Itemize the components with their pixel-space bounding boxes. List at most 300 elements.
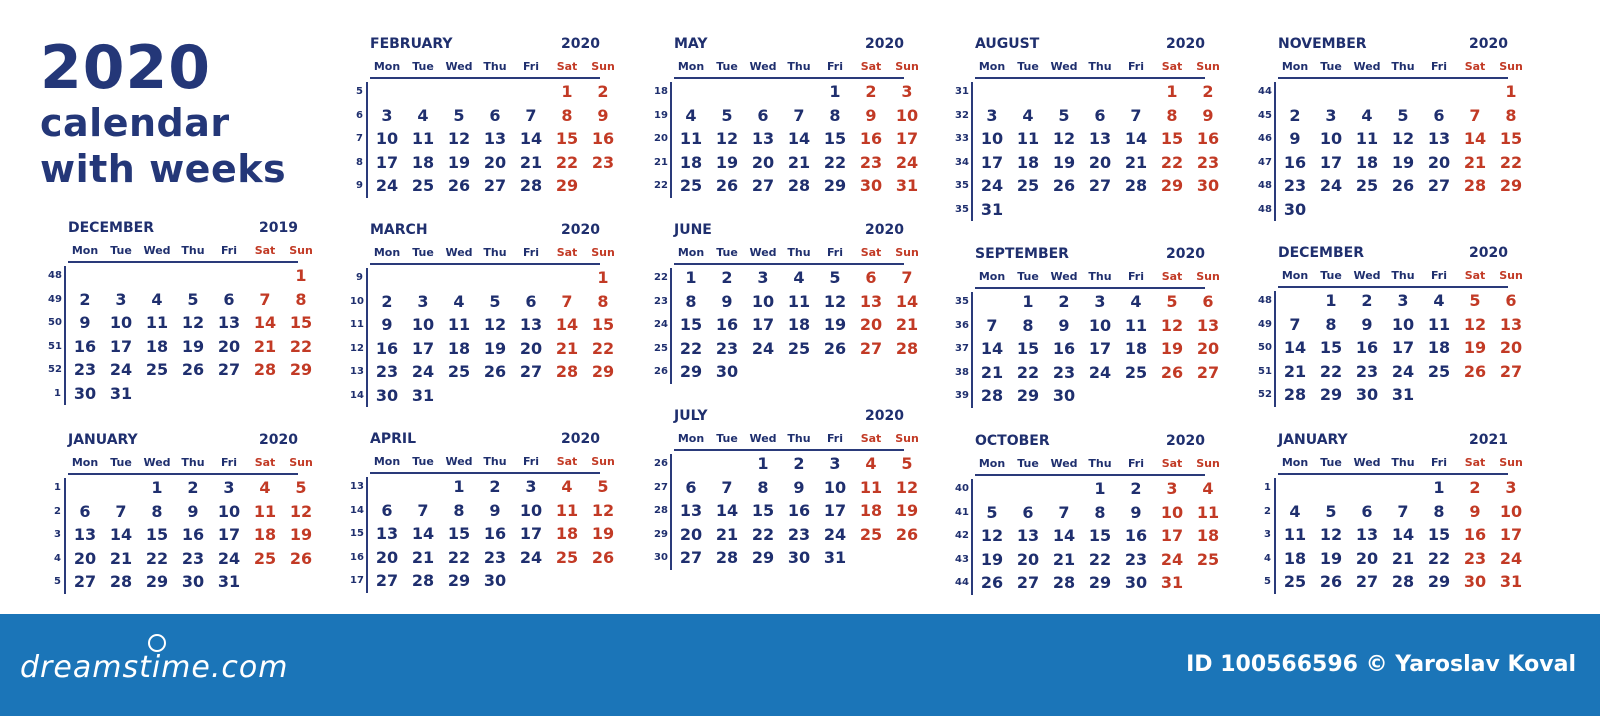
day-cell: 23 — [1196, 152, 1220, 172]
day-cell: 24 — [980, 176, 1004, 195]
week-column-rule — [971, 479, 973, 595]
week-number: 48 — [48, 270, 62, 281]
day-cell: 28 — [1463, 176, 1487, 195]
day-cell: 17 — [411, 338, 435, 358]
day-cell: 28 — [1391, 572, 1415, 591]
day-cell: 17 — [751, 315, 775, 334]
day-cell: 18 — [145, 336, 169, 356]
weekday-label: Sun — [1499, 269, 1523, 282]
day-cell: 21 — [519, 152, 543, 172]
day-cell: 13 — [217, 313, 241, 332]
day-cell: 23 — [375, 362, 399, 381]
month-calendar — [48, 432, 313, 600]
day-cell: 12 — [823, 291, 847, 311]
day-cell: 26 — [1391, 176, 1415, 195]
month-year: 2020 — [865, 222, 904, 238]
week-number: 9 — [356, 272, 363, 283]
day-cell: 21 — [1052, 549, 1076, 569]
day-cell: 11 — [1124, 315, 1148, 335]
weekday-label: Wed — [1353, 60, 1381, 73]
week-number: 52 — [1258, 389, 1272, 400]
day-cell: 18 — [555, 524, 579, 543]
month-year: 2020 — [561, 36, 600, 52]
month-header — [48, 220, 298, 238]
weekday-label: Sun — [591, 455, 615, 468]
day-cell: 1 — [1325, 291, 1337, 310]
day-cell: 9 — [597, 105, 609, 125]
brand-spiral-icon — [148, 634, 166, 652]
weekday-label: Fri — [1127, 457, 1144, 470]
weekday-header — [975, 457, 1220, 472]
day-cell: 16 — [1124, 526, 1148, 545]
weekday-label: Wed — [445, 246, 473, 259]
day-cell: 21 — [1463, 152, 1487, 172]
weekday-label: Sun — [591, 246, 615, 259]
weekday-label: Tue — [1320, 60, 1342, 73]
day-cell: 29 — [1319, 385, 1343, 404]
weekday-header — [674, 60, 919, 75]
week-number: 36 — [955, 319, 969, 331]
day-cell: 24 — [1160, 549, 1184, 569]
day-cell: 20 — [375, 547, 399, 567]
day-cell: 6 — [1022, 502, 1034, 522]
day-cell: 30 — [859, 176, 883, 195]
day-cell: 26 — [715, 176, 739, 195]
day-cell: 25 — [253, 548, 277, 568]
day-cell: 15 — [1499, 129, 1523, 148]
weekday-header — [674, 246, 919, 261]
week-number: 38 — [955, 366, 969, 378]
weekday-label: Sat — [254, 456, 276, 469]
day-cell: 11 — [253, 501, 277, 521]
day-cell: 27 — [1499, 361, 1523, 381]
day-cell: 31 — [823, 548, 847, 567]
day-cell: 12 — [980, 526, 1004, 545]
weekday-header — [370, 246, 615, 261]
day-cell: 10 — [217, 501, 241, 521]
week-number: 3 — [54, 529, 61, 540]
day-cell: 27 — [1427, 176, 1451, 195]
day-cell: 13 — [679, 501, 703, 520]
day-cell: 13 — [1355, 525, 1379, 544]
day-cell: 8 — [1505, 105, 1517, 125]
day-cell: 10 — [823, 477, 847, 497]
month-calendar — [955, 246, 1220, 414]
week-number: 4 — [54, 552, 61, 564]
day-cell: 14 — [1463, 129, 1487, 148]
week-number: 49 — [48, 293, 62, 305]
day-cell: 22 — [289, 336, 313, 356]
weekday-label: Thu — [1088, 60, 1112, 73]
header-rule — [674, 449, 904, 451]
day-cell: 27 — [217, 360, 241, 379]
day-cell: 7 — [417, 500, 429, 520]
day-cell: 16 — [1283, 152, 1307, 172]
week-number: 9 — [356, 180, 363, 191]
month-year: 2020 — [259, 432, 298, 448]
month-name: OCTOBER — [975, 433, 1050, 449]
day-cell: 2 — [187, 478, 199, 497]
day-cell: 13 — [1196, 315, 1220, 335]
title-line-calendar: calendar — [40, 101, 230, 145]
month-name: JUNE — [674, 222, 712, 238]
header-rule — [370, 472, 600, 474]
week-number: 29 — [654, 528, 668, 540]
day-cell: 18 — [859, 501, 883, 520]
weekday-label: Tue — [716, 432, 738, 445]
week-number: 19 — [654, 109, 668, 121]
weekday-label: Tue — [1017, 270, 1039, 283]
day-cell: 25 — [1196, 549, 1220, 569]
day-cell: 26 — [1463, 361, 1487, 381]
day-cell: 23 — [1355, 361, 1379, 381]
day-cell: 19 — [1319, 548, 1343, 568]
day-cell: 9 — [1202, 105, 1214, 125]
month-header — [48, 432, 298, 450]
day-cell: 19 — [1052, 152, 1076, 172]
day-cell: 21 — [787, 152, 811, 172]
day-cell: 4 — [453, 291, 465, 311]
week-number: 2 — [1264, 505, 1271, 517]
day-cell: 19 — [483, 338, 507, 358]
week-number: 13 — [350, 366, 364, 377]
day-cell: 6 — [223, 289, 235, 309]
month-year: 2020 — [865, 408, 904, 424]
weekday-label: Fri — [522, 246, 539, 259]
day-cell: 22 — [1016, 362, 1040, 382]
day-cell: 22 — [145, 548, 169, 568]
day-cell: 11 — [555, 500, 579, 520]
day-cell: 22 — [751, 524, 775, 544]
day-cell: 30 — [715, 362, 739, 381]
day-cell: 28 — [980, 386, 1004, 405]
week-number: 11 — [350, 319, 364, 330]
day-cell: 20 — [483, 152, 507, 172]
day-cell: 16 — [859, 129, 883, 148]
day-cell: 23 — [591, 152, 615, 172]
header-rule — [975, 287, 1205, 289]
day-cell: 2 — [1058, 292, 1070, 311]
week-number: 21 — [654, 156, 668, 168]
week-number: 14 — [350, 389, 364, 401]
day-cell: 9 — [381, 315, 393, 334]
day-cell: 18 — [1016, 152, 1040, 172]
day-cell: 22 — [1499, 152, 1523, 172]
month-header — [350, 431, 600, 449]
day-cell: 14 — [1124, 129, 1148, 148]
day-cell: 21 — [1124, 152, 1148, 172]
day-cell: 13 — [1427, 129, 1451, 148]
month-header — [1258, 36, 1508, 54]
day-cell: 6 — [381, 500, 393, 520]
weekday-label: Sat — [1464, 60, 1486, 73]
day-cell: 11 — [1283, 525, 1307, 544]
day-cell: 5 — [1469, 291, 1481, 310]
month-name: JANUARY — [1278, 432, 1348, 448]
day-cell: 5 — [597, 477, 609, 496]
weekday-label: Sun — [289, 244, 313, 257]
day-cell: 6 — [757, 105, 769, 125]
day-cell: 16 — [591, 129, 615, 148]
day-cell: 2 — [1130, 479, 1142, 498]
week-number: 26 — [654, 458, 668, 469]
day-cell: 7 — [561, 291, 573, 311]
month-header — [955, 246, 1205, 264]
title-line-with-weeks: with weeks — [40, 147, 287, 191]
week-number: 28 — [654, 505, 668, 516]
month-year: 2020 — [1469, 245, 1508, 261]
day-cell: 4 — [259, 478, 271, 497]
weekday-header — [975, 60, 1220, 75]
week-number: 51 — [48, 340, 62, 352]
day-cell: 8 — [1433, 501, 1445, 521]
day-cell: 11 — [411, 129, 435, 148]
month-year: 2019 — [259, 220, 298, 236]
week-column-rule — [1274, 478, 1276, 594]
weekday-label: Sat — [1464, 269, 1486, 282]
weekday-label: Mon — [373, 60, 401, 73]
day-cell: 25 — [411, 176, 435, 195]
day-cell: 29 — [1427, 572, 1451, 591]
day-cell: 15 — [289, 313, 313, 332]
day-cell: 6 — [1361, 501, 1373, 521]
day-cell: 29 — [823, 176, 847, 195]
week-number: 12 — [350, 342, 364, 354]
day-cell: 31 — [1391, 385, 1415, 404]
header-rule — [674, 263, 904, 265]
day-cell: 8 — [757, 477, 769, 497]
weekday-label: Fri — [1127, 60, 1144, 73]
day-cell: 7 — [986, 315, 998, 335]
day-cell: 30 — [787, 548, 811, 567]
week-column-rule — [971, 292, 973, 408]
day-cell: 30 — [1283, 199, 1307, 219]
day-cell: 17 — [895, 129, 919, 148]
day-cell: 1 — [1166, 82, 1178, 101]
day-cell: 4 — [685, 105, 697, 125]
day-cell: 11 — [859, 477, 883, 497]
weekday-label: Thu — [1391, 60, 1415, 73]
day-cell: 3 — [1325, 105, 1337, 125]
day-cell: 21 — [715, 524, 739, 544]
week-number: 52 — [48, 364, 62, 375]
day-cell: 4 — [865, 454, 877, 473]
month-name: AUGUST — [975, 36, 1040, 52]
day-cell: 5 — [721, 105, 733, 125]
day-cell: 27 — [1016, 573, 1040, 592]
day-cell: 22 — [1160, 152, 1184, 172]
weekday-label: Thu — [787, 246, 811, 259]
day-cell: 8 — [151, 501, 163, 521]
image-credit: ID 100566596 © Yaroslav Koval — [1186, 652, 1576, 677]
day-cell: 18 — [253, 525, 277, 544]
day-cell: 7 — [259, 289, 271, 309]
weekday-label: Tue — [412, 60, 434, 73]
month-header — [955, 36, 1205, 54]
day-cell: 24 — [1088, 362, 1112, 382]
day-cell: 23 — [787, 524, 811, 544]
day-cell: 23 — [483, 547, 507, 567]
day-cell: 17 — [1160, 526, 1184, 545]
month-calendar — [1258, 245, 1523, 413]
month-year: 2021 — [1469, 432, 1508, 448]
day-cell: 10 — [980, 129, 1004, 148]
week-number: 34 — [955, 156, 969, 168]
weekday-header — [370, 60, 615, 75]
weekday-label: Thu — [483, 455, 507, 468]
day-cell: 5 — [1325, 501, 1337, 521]
week-number: 1 — [54, 387, 61, 399]
week-number: 22 — [654, 180, 668, 191]
weekday-label: Fri — [826, 432, 843, 445]
day-cell: 24 — [217, 548, 241, 568]
day-cell: 29 — [289, 360, 313, 379]
day-cell: 19 — [823, 315, 847, 334]
weekday-label: Mon — [373, 246, 401, 259]
week-number: 44 — [955, 577, 969, 588]
month-calendar — [48, 220, 313, 411]
month-name: MAY — [674, 36, 708, 52]
week-number: 5 — [356, 86, 363, 97]
day-cell: 27 — [1355, 572, 1379, 591]
day-cell: 7 — [1397, 501, 1409, 521]
day-cell: 10 — [1319, 129, 1343, 148]
day-cell: 28 — [715, 548, 739, 567]
weekday-label: Thu — [1391, 269, 1415, 282]
day-cell: 16 — [1052, 339, 1076, 358]
day-cell: 4 — [561, 477, 573, 496]
weekday-label: Mon — [1281, 60, 1309, 73]
week-column-rule — [670, 454, 672, 570]
day-cell: 1 — [561, 82, 573, 101]
day-cell: 3 — [1166, 479, 1178, 498]
weekday-label: Sat — [860, 246, 882, 259]
weekday-label: Wed — [445, 455, 473, 468]
day-cell: 5 — [901, 454, 913, 473]
day-cell: 5 — [1166, 292, 1178, 311]
weekday-label: Mon — [373, 455, 401, 468]
weekday-label: Sat — [556, 246, 578, 259]
day-cell: 24 — [1499, 548, 1523, 568]
day-cell: 30 — [73, 383, 97, 403]
day-cell: 14 — [715, 501, 739, 520]
day-cell: 10 — [895, 105, 919, 125]
weekday-label: Sun — [1196, 60, 1220, 73]
day-cell: 11 — [679, 129, 703, 148]
week-number: 50 — [1258, 342, 1272, 353]
day-cell: 4 — [417, 105, 429, 125]
day-cell: 25 — [1283, 572, 1307, 591]
day-cell: 18 — [1355, 152, 1379, 172]
day-cell: 3 — [829, 454, 841, 473]
week-number: 26 — [654, 366, 668, 377]
month-header — [654, 36, 904, 54]
weekday-label: Fri — [1430, 456, 1447, 469]
week-number: 49 — [1258, 318, 1272, 330]
day-cell: 22 — [555, 152, 579, 172]
month-year: 2020 — [1166, 246, 1205, 262]
day-cell: 25 — [1124, 362, 1148, 382]
day-cell: 5 — [1058, 105, 1070, 125]
header-rule — [975, 474, 1205, 476]
day-cell: 22 — [679, 338, 703, 358]
week-number: 25 — [654, 342, 668, 354]
day-cell: 17 — [375, 152, 399, 172]
week-number: 51 — [1258, 365, 1272, 377]
day-cell: 13 — [519, 315, 543, 334]
day-cell: 18 — [1196, 526, 1220, 545]
weekday-header — [68, 456, 313, 471]
day-cell: 16 — [483, 524, 507, 543]
day-cell: 9 — [489, 500, 501, 520]
weekday-label: Wed — [749, 432, 777, 445]
day-cell: 26 — [483, 362, 507, 381]
day-cell: 18 — [447, 338, 471, 358]
day-cell: 28 — [787, 176, 811, 195]
day-cell: 2 — [865, 82, 877, 101]
day-cell: 2 — [597, 82, 609, 101]
day-cell: 23 — [859, 152, 883, 172]
month-calendar — [1258, 432, 1523, 600]
weekday-label: Fri — [826, 246, 843, 259]
day-cell: 14 — [109, 525, 133, 544]
weekday-label: Mon — [1281, 456, 1309, 469]
weekday-header — [1278, 456, 1523, 471]
day-cell: 29 — [1016, 386, 1040, 405]
weekday-label: Sun — [1196, 270, 1220, 283]
week-number: 48 — [1258, 203, 1272, 215]
day-cell: 24 — [1319, 176, 1343, 195]
header-rule — [68, 473, 298, 475]
weekday-label: Fri — [522, 455, 539, 468]
week-number: 43 — [955, 553, 969, 565]
day-cell: 6 — [1505, 291, 1517, 310]
day-cell: 28 — [519, 176, 543, 195]
day-cell: 2 — [1469, 478, 1481, 497]
day-cell: 6 — [1433, 105, 1445, 125]
week-number: 42 — [955, 530, 969, 541]
day-cell: 20 — [1499, 338, 1523, 357]
weekday-label: Sun — [289, 456, 313, 469]
day-cell: 14 — [519, 129, 543, 148]
month-header — [1258, 245, 1508, 263]
day-cell: 29 — [1160, 176, 1184, 195]
day-cell: 22 — [1088, 549, 1112, 569]
week-column-rule — [1274, 82, 1276, 221]
day-cell: 30 — [1196, 176, 1220, 195]
day-cell: 25 — [859, 524, 883, 544]
day-cell: 12 — [289, 501, 313, 521]
week-number: 6 — [356, 109, 363, 121]
day-cell: 13 — [73, 525, 97, 544]
day-cell: 15 — [1160, 129, 1184, 148]
day-cell: 9 — [79, 313, 91, 332]
week-number: 35 — [955, 296, 969, 307]
day-cell: 7 — [1058, 502, 1070, 522]
week-number: 24 — [654, 319, 668, 330]
day-cell: 7 — [721, 477, 733, 497]
day-cell: 6 — [79, 501, 91, 521]
day-cell: 25 — [145, 360, 169, 379]
weekday-label: Fri — [522, 60, 539, 73]
day-cell: 21 — [109, 548, 133, 568]
day-cell: 21 — [1391, 548, 1415, 568]
weekday-label: Tue — [716, 60, 738, 73]
week-number: 39 — [955, 390, 969, 401]
day-cell: 29 — [591, 362, 615, 381]
weekday-label: Wed — [1050, 270, 1078, 283]
footer-banner — [0, 614, 1600, 716]
